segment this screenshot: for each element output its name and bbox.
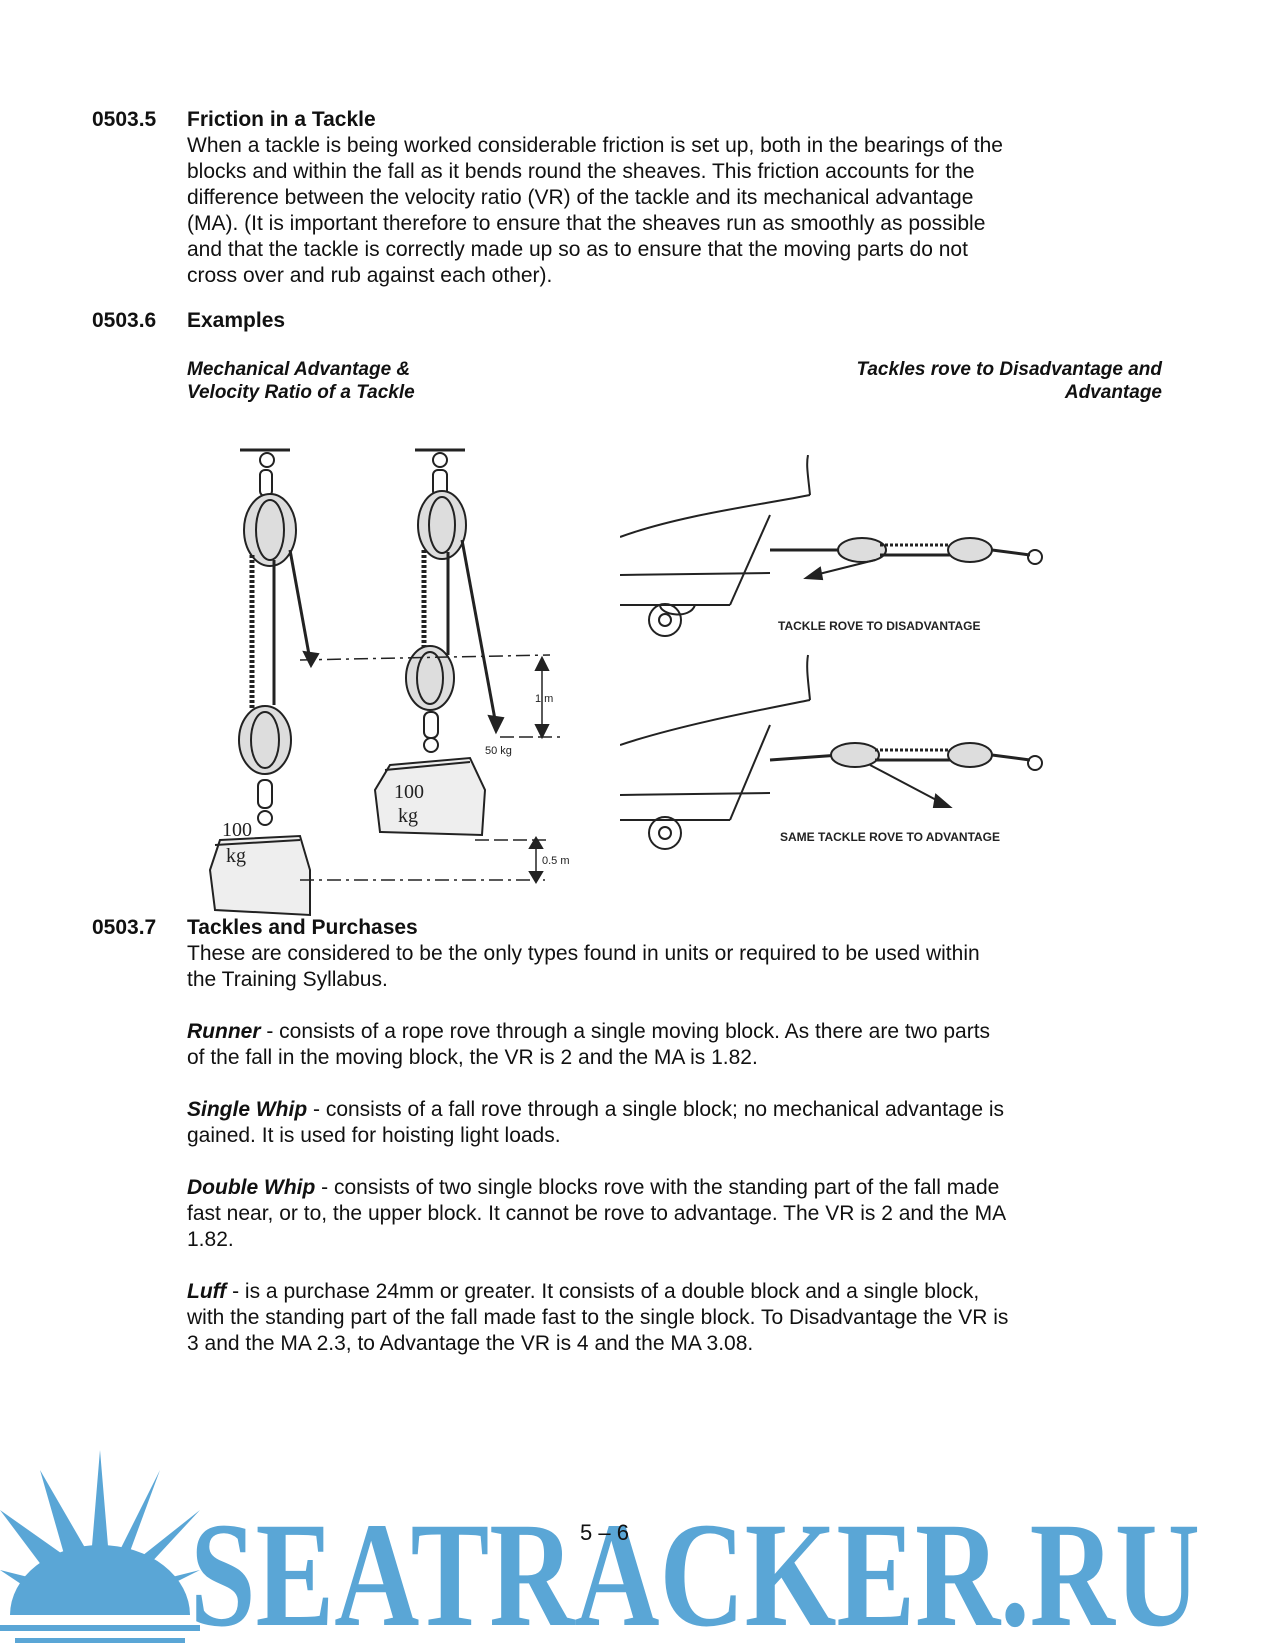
para-line: (MA). (It is important therefore to ensure that the sheaves run as smoothly as possible — [187, 212, 986, 235]
force-label: 50 kg — [485, 745, 512, 757]
para-line: the Training Syllabus. — [187, 968, 388, 991]
weight-label: 100 — [222, 819, 252, 841]
section-0503-5 — [92, 107, 1092, 289]
definition-luff — [187, 1279, 1092, 1357]
definition-text: 1.82. — [187, 1228, 234, 1251]
weight-label: 100 — [394, 781, 424, 803]
advantage-label: SAME TACKLE ROVE TO ADVANTAGE — [780, 830, 1001, 844]
para-line: cross over and rub against each other). — [187, 264, 553, 287]
para-line: difference between the velocity ratio (VR) of the tackle and its mechanical advantage — [187, 186, 974, 209]
section-0503-7 — [92, 915, 1092, 1357]
tackle-rove-diagram — [620, 455, 1080, 875]
para-line: These are considered to be the only types found in units or required to be used within — [187, 942, 980, 965]
section-number: 0503.6 — [92, 309, 157, 332]
tackle-ma-vr-diagram — [200, 440, 620, 930]
caption-line: Tackles rove to Disadvantage and — [856, 359, 1162, 380]
weight-unit: kg — [398, 805, 418, 827]
definition-double-whip — [187, 1175, 1092, 1253]
disadvantage-label: TACKLE ROVE TO DISADVANTAGE — [778, 619, 981, 633]
weight-unit: kg — [226, 845, 246, 867]
definition-term: Double Whip — [187, 1176, 316, 1199]
definition-text: - consists of two single blocks rove with the standing part of the fall made — [315, 1176, 1000, 1199]
watermark-text: SEATRACKER.RU — [190, 1492, 1200, 1650]
definition-single-whip — [187, 1097, 1092, 1149]
distance-label: 1 m — [535, 693, 554, 705]
watermark-logo — [0, 1450, 1275, 1650]
sun-icon — [0, 1450, 200, 1643]
distance-label: 0.5 m — [542, 855, 570, 867]
definition-term: Single Whip — [187, 1098, 308, 1121]
caption-line: Advantage — [1064, 382, 1162, 403]
section-heading: Examples — [187, 309, 286, 332]
definition-text: with the standing part of the fall made fast to the single block. To Disadvantage the VR is — [187, 1306, 1009, 1329]
page-number: 5 – 6 — [580, 1520, 629, 1545]
para-line: When a tackle is being worked considerable friction is set up, both in the bearings of the — [187, 134, 1003, 157]
definition-text: - consists of a rope rove through a single moving block. As there are two parts — [260, 1020, 991, 1043]
section-heading: Friction in a Tackle — [187, 108, 376, 131]
para-line: blocks and within the fall as it bends round the sheaves. This friction accounts for the — [187, 160, 975, 183]
right-figure-caption — [740, 358, 1162, 404]
section-number: 0503.7 — [92, 916, 157, 939]
definition-text: - is a purchase 24mm or greater. It consists of a double block and a single block, — [226, 1280, 980, 1303]
section-paragraph — [187, 941, 1092, 993]
section-paragraph — [187, 133, 1092, 289]
definition-term: Runner — [187, 1020, 261, 1043]
definition-term: Luff — [187, 1280, 227, 1303]
definition-text: gained. It is used for hoisting light loads. — [187, 1124, 561, 1147]
para-line: and that the tackle is correctly made up so as to ensure that the moving parts do not — [187, 238, 968, 261]
definition-runner — [187, 1019, 1092, 1071]
caption-line: Mechanical Advantage & — [187, 359, 411, 380]
section-number: 0503.5 — [92, 108, 157, 131]
definition-text: fast near, or to, the upper block. It cannot be rove to advantage. The VR is 2 and the MA — [187, 1202, 1007, 1225]
caption-line: Velocity Ratio of a Tackle — [187, 382, 415, 403]
definition-text: of the fall in the moving block, the VR is 2 and the MA is 1.82. — [187, 1046, 758, 1069]
left-figure-caption — [187, 358, 415, 404]
section-heading: Tackles and Purchases — [187, 916, 418, 939]
definition-text: 3 and the MA 2.3, to Advantage the VR is 4 and the MA 3.08. — [187, 1332, 754, 1355]
definition-text: - consists of a fall rove through a single block; no mechanical advantage is — [307, 1098, 1005, 1121]
section-0503-6 — [92, 308, 1092, 334]
